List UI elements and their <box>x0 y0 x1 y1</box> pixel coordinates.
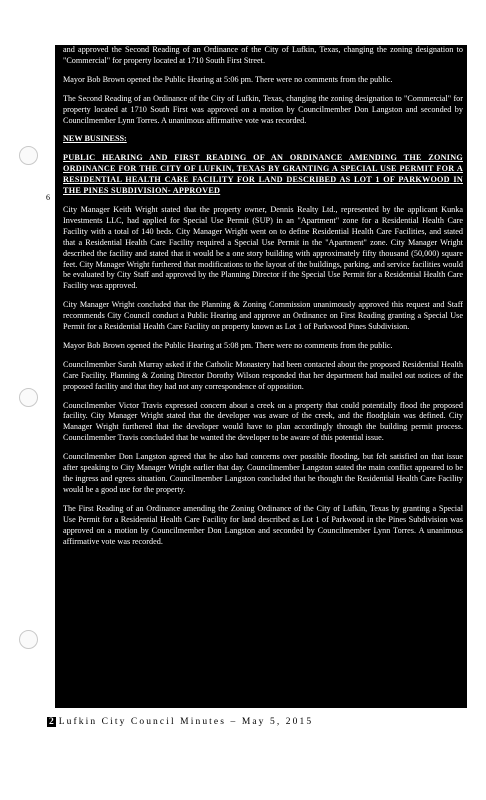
paragraph-public-hearing-opened-2: Mayor Bob Brown opened the Public Hearing at 5:08 pm. There were no comments from the public. <box>63 340 393 350</box>
binder-hole-middle <box>19 388 38 407</box>
paragraph-prior-item-approval: and approved the Second Reading of an Ordinance of the City of Lufkin, Texas, changing the zoning designation to "Commercial" for property located at 1710 South First Street. <box>63 45 463 65</box>
binder-hole-bottom <box>19 630 38 649</box>
paragraph-public-hearing-opened: Mayor Bob Brown opened the Public Hearing at 5:06 pm. There were no comments from the public. <box>63 74 393 84</box>
footer-title: Lufkin City Council Minutes – May 5, 2015 <box>58 717 314 727</box>
paragraph-sup-background: City Manager Keith Wright stated that the property owner, Dennis Realty Ltd., represented by the applicant Kunka Investments LLC, had applied for Special Use Permit (SUP) in an "Apartment" zone for a Residential Health Care Facility with a total of 140 beds. City Manager Wright went on to define Residential Health Care Facilities, and stated that a Residential Health Care Facility required a Special Use Permit in the "Apartment" zone. City Manager Wright described the facility and stated that it would be a one story building with approximately fifty thousand (50,000) square feet. City Manager Wright furthered that modifications to the layout of the buildings, parking, and service facilities would be evaluated by City Staff and approved by the Planning Director if the Special Use Permit for a Residential Health Care Facility was approved. <box>63 204 463 291</box>
footer-page-number: 2 <box>49 717 54 727</box>
page-footer <box>47 717 467 731</box>
paragraph-second-reading-vote: The Second Reading of an Ordinance of the City of Lufkin, Texas, changing the zoning designation to "Commercial" for property located at 1710 South First was approved on a motion by Councilmember Don Langston and seconded by Councilmember Lynn Torres. A unanimous affirmative vote was recorded. <box>63 93 463 125</box>
minutes-page <box>55 45 467 708</box>
agenda-item-title: PUBLIC HEARING AND FIRST READING OF AN ORDINANCE AMENDING THE ZONING ORDINANCE FOR THE CITY OF LUFKIN, TEXAS BY GRANTING A SPECIAL USE PERMIT FOR A RESIDENTIAL HEALTH CARE FACILITY FOR LAND DESCRIBED AS LOT 1 OF PARKWOOD IN THE PINES SUBDIVISION- APPROVED <box>63 153 463 196</box>
paragraph-murray-question: Councilmember Sarah Murray asked if the Catholic Monastery had been contacted about the proposed Residential Health Care Facility. Planning & Zoning Director Dorothy Wilson responded that her department had mailed out notices of the proposed facility and that they had not any correspondence of opposition. <box>63 359 463 391</box>
paragraph-staff-recommendation: City Manager Wright concluded that the Planning & Zoning Commission unanimously approved this request and Staff recommends City Council conduct a Public Hearing and approve an Ordinance on First Reading granting a Special Use Permit for a Residential Health Care Facility on property known as Lot 1 of Parkwood Pines Subdivision. <box>63 300 463 332</box>
section-heading-new-business: NEW BUSINESS: <box>63 134 127 144</box>
binder-hole-top <box>19 146 38 165</box>
paragraph-first-reading-vote: The First Reading of an Ordinance amending the Zoning Ordinance of the City of Lufkin, Texas by granting a Special Use Permit for a Residential Health Care Facility for land described as Lot 1 of Parkwood in the Pines Subdivision was approved on a motion by Councilmember Don Langston and seconded by Councilmember Lynn Torres. A unanimous affirmative vote was recorded. <box>63 503 463 546</box>
agenda-item-number: 6 <box>46 193 50 202</box>
paragraph-langston-comment: Councilmember Don Langston agreed that he also had concerns over possible flooding, but felt satisfied on that issue after speaking to City Manager Wright earlier that day. Councilmember Langston stated the main conflict appeared to be the ingress and egress situation. Councilmember Langston concluded that he thought the Residential Health Care Facility would be a good use for the property. <box>63 452 463 494</box>
paragraph-travis-concern: Councilmember Victor Travis expressed concern about a creek on a property that could potentially flood the proposed facility. City Manager Wright stated that the developer was aware of the creek, and the floodplain was defined. City Manager Wright furthered that the developer would have to plan accordingly through the building permit process. Councilmember Travis concluded that he wanted the developer to be aware of this potential issue. <box>63 400 463 443</box>
minutes-text <box>63 45 463 547</box>
